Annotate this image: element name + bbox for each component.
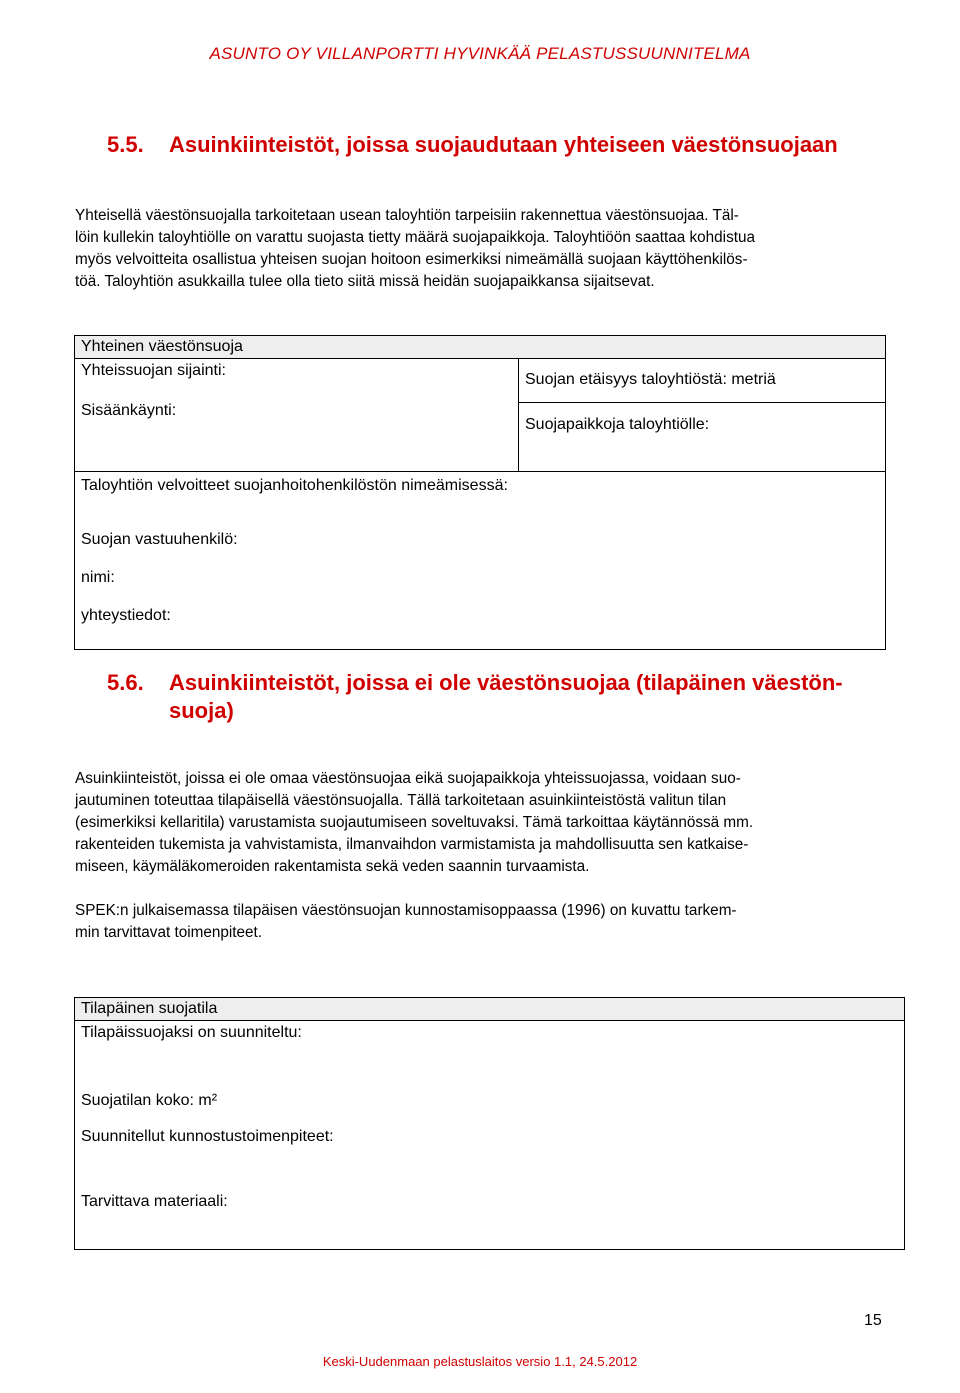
table-header-cell bbox=[75, 998, 905, 1021]
paragraph-line: töä. Taloyhtiön asukkailla tulee olla tieto siitä missä heidän suojapaikkansa sijaitsevat. bbox=[75, 273, 655, 290]
section-5-6-heading bbox=[107, 669, 843, 725]
temporary-shelter-cell[interactable] bbox=[75, 1021, 905, 1250]
shelter-places-label: Suojapaikkoja taloyhtiölle: bbox=[525, 416, 710, 433]
shelter-location-label: Yhteissuojan sijainti: bbox=[81, 362, 226, 379]
paragraph-line: (esimerkiksi kellaritila) varustamista suojautumiseen soveltuvaksi. Tämä tarkoittaa käytännössä mm. bbox=[75, 814, 754, 831]
section-title-continued: suoja) bbox=[169, 698, 234, 723]
section-number: 5.6. bbox=[107, 670, 144, 695]
responsible-person-label: Suojan vastuuhenkilö: bbox=[81, 531, 238, 548]
paragraph-line: Asuinkiinteistöt, joissa ei ole omaa väestönsuojaa eikä suojapaikkoja yhteissuojassa, voidaan suo- bbox=[75, 770, 741, 787]
location-cell[interactable] bbox=[75, 359, 519, 472]
shelter-size-label: Suojatilan koko: m² bbox=[81, 1092, 218, 1109]
section-title: Asuinkiinteistöt, joissa suojaudutaan yhteiseen väestönsuojaan bbox=[169, 132, 838, 157]
section-5-6-paragraph-1 bbox=[75, 768, 925, 878]
temporary-shelter-table bbox=[74, 997, 905, 1250]
section-5-6-paragraph-2 bbox=[75, 900, 925, 944]
required-materials-label: Tarvittava materiaali: bbox=[81, 1193, 228, 1210]
paragraph-line: löin kullekin taloyhtiölle on varattu suojasta tietty määrä suojapaikkoja. Taloyhtiöön saattaa kohdistua bbox=[75, 229, 755, 246]
section-number: 5.5. bbox=[107, 132, 144, 157]
distance-cell bbox=[519, 359, 886, 472]
distance-field[interactable] bbox=[519, 359, 885, 403]
paragraph-line: Yhteisellä väestönsuojalla tarkoitetaan usean taloyhtiön tarpeisiin rakennettua väestönsuojaa. Täl- bbox=[75, 207, 739, 224]
document-footer: Keski-Uudenmaan pelastuslaitos versio 1.1, 24.5.2012 bbox=[322, 1354, 638, 1369]
paragraph-line: jautuminen toteuttaa tilapäisellä väestönsuojalla. Tällä tarkoitetaan asuinkiinteistöstä valitun tilan bbox=[75, 792, 727, 809]
contact-info-label: yhteystiedot: bbox=[81, 607, 171, 624]
shared-shelter-table bbox=[74, 335, 886, 650]
section-title: Asuinkiinteistöt, joissa ei ole väestönsuojaa (tilapäinen väestön- bbox=[169, 670, 843, 695]
obligations-label: Taloyhtiön velvoitteet suojanhoitohenkilöstön nimeämisessä: bbox=[81, 477, 508, 494]
paragraph-line: rakenteiden tukemista ja vahvistamista, ilmanvaihdon varmistamista ja mahdollisuutta sen katkaise- bbox=[75, 836, 749, 853]
obligations-cell[interactable] bbox=[75, 472, 886, 650]
paragraph-line: SPEK:n julkaisemassa tilapäisen väestönsuojan kunnostamisoppaassa (1996) on kuvattu tarkem- bbox=[75, 902, 737, 919]
distance-label: Suojan etäisyys taloyhtiöstä: metriä bbox=[525, 371, 776, 388]
table-header: Tilapäinen suojatila bbox=[81, 1000, 218, 1017]
table-header: Yhteinen väestönsuoja bbox=[81, 338, 243, 355]
paragraph-line: min tarvittavat toimenpiteet. bbox=[75, 924, 263, 941]
planned-repairs-label: Suunnitellut kunnostustoimenpiteet: bbox=[81, 1128, 334, 1145]
section-5-5-paragraph bbox=[75, 205, 925, 293]
paragraph-line: miseen, käymäläkomeroiden rakentamista sekä veden saannin turvaamista. bbox=[75, 858, 590, 875]
paragraph-line: myös velvoitteita osallistua yhteisen suojan hoitoon esimerkiksi nimeämällä suojaan käyttöhenkilös- bbox=[75, 251, 748, 268]
entrance-label: Sisäänkäynti: bbox=[81, 402, 177, 419]
page-number: 15 bbox=[864, 1312, 882, 1329]
table-header-cell bbox=[75, 336, 886, 359]
name-label: nimi: bbox=[81, 569, 115, 586]
planned-shelter-label: Tilapäissuojaksi on suunniteltu: bbox=[81, 1024, 302, 1041]
section-5-5-heading bbox=[107, 131, 838, 159]
document-header: ASUNTO OY VILLANPORTTI HYVINKÄÄ PELASTUSSUUNNITELMA bbox=[209, 44, 751, 63]
places-field[interactable] bbox=[519, 403, 885, 470]
